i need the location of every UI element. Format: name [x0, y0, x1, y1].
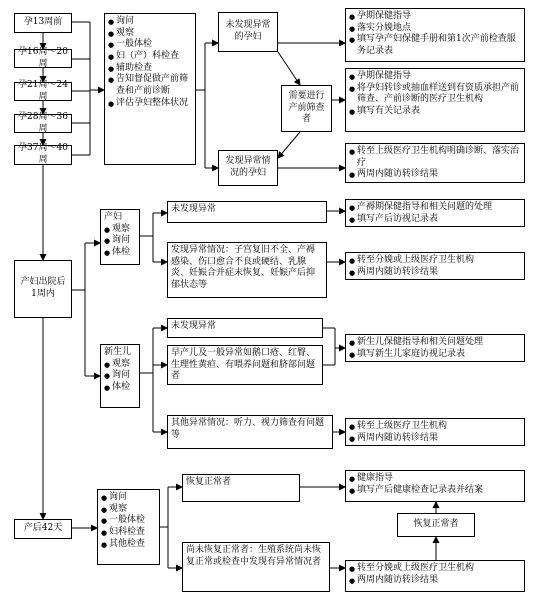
list-item: ● 两周内随访转诊结果 [349, 575, 521, 587]
stage-label: 孕13周前 [23, 17, 63, 28]
no-anomaly-box [218, 12, 278, 52]
stage-box [14, 13, 72, 33]
stage-box [14, 111, 72, 134]
prenatal-services-box [104, 13, 196, 165]
list-item: ● 新生儿保健指导和相关问题处理 [349, 337, 521, 349]
node-label: 其他异常情况：听力、视力筛查有问题等 [171, 418, 325, 440]
mother-abnormal-actions [345, 252, 525, 280]
list-item: ● 填写有关记录表 [349, 106, 521, 118]
list-item: ● 一般体检 [108, 39, 192, 51]
list-item: ● 健康指导 [349, 473, 521, 485]
newborn-normal-box [167, 318, 323, 338]
node-label: 发现异常情况：子宫复旧不全、产褥感染、伤口愈合不良或硬结、乳腺炎、妊娠合并症未恢复、妊娠产后抑郁状态等 [171, 245, 316, 291]
list-item: ● 产褥期保健指导和相关问题的处理 [349, 202, 521, 214]
list-item: ● 填写孕产妇保健手册和第1次产前检查服务记录表 [349, 34, 521, 57]
recovered-box [182, 474, 300, 502]
list-item: ● 体检 [104, 382, 136, 394]
list-item: ● 观察 [104, 359, 136, 371]
node-label: 早产儿及一般异常如鹅口疮、红臀、生理性黄疸、有喂养问题和脐部问题者 [171, 348, 316, 382]
stage-box [14, 79, 72, 102]
list-item: ● 孕期保健指导 [349, 71, 521, 83]
anomaly-actions [345, 143, 525, 183]
list-item: ● 评估孕妇整体状况 [108, 98, 192, 110]
list-item: ● 观察 [101, 504, 156, 516]
list-item: ● 体检 [104, 247, 136, 259]
list-item: ● 两周内随访转诊结果 [349, 433, 521, 445]
node-label: 未发现异常的孕妇 [225, 20, 271, 42]
list-item: ● 观察 [104, 224, 136, 236]
node-label: 尚未恢复正常者：生殖系统尚未恢复正常或检查中发现有异常情况者 [186, 545, 322, 567]
list-item: ● 转至分娩或上级医疗卫生机构 [349, 563, 521, 575]
list-item: ● 落实分娩地点 [349, 23, 521, 35]
mother-abnormal-box [167, 242, 327, 298]
node-label: 发现异常情况的孕妇 [225, 156, 271, 178]
node-label: 恢复正常者 [413, 519, 459, 530]
mother-normal-box [167, 201, 327, 223]
recovered-normal-box [397, 513, 475, 537]
postpartum42-box [14, 519, 72, 539]
stage-label: 孕16周～20周 [18, 46, 68, 69]
list-item: ● 询问 [108, 16, 192, 28]
screening-actions [345, 68, 525, 132]
postpartum-visit-box [14, 260, 72, 318]
newborn-normal-actions [345, 334, 525, 362]
newborn-box [100, 344, 140, 408]
list-item: ● 孕期保健指导 [349, 11, 521, 23]
stage-box [14, 145, 72, 165]
recovered-actions [345, 470, 525, 502]
list-item: ● 转至分娩或上级医疗卫生机构 [349, 255, 521, 267]
mother-title: 产妇 [104, 212, 123, 222]
stage-label: 孕21周～24周 [18, 79, 68, 102]
newborn-common-box [167, 345, 323, 385]
node-label: 未发现异常 [171, 321, 217, 331]
list-item: ● 询问 [104, 235, 136, 247]
node-label: 恢复正常者 [186, 477, 232, 487]
stage-label: 孕37周～40周 [18, 143, 68, 165]
not-recovered-actions [345, 560, 525, 592]
newborn-title: 新生儿 [104, 347, 132, 357]
list-item: ● 告知督促做产前筛查和产前诊断 [108, 74, 192, 97]
list-item: ● 填写产后访视记录表 [349, 214, 521, 226]
newborn-other-actions [345, 418, 525, 446]
list-item: ● 询问 [104, 370, 136, 382]
node-label: 需要进行产前筛查者 [288, 90, 325, 125]
list-item: ● 两周内随访转诊结果 [349, 169, 521, 181]
list-item: ● 填写新生儿家庭访视记录表 [349, 349, 521, 361]
postpartum42-services [97, 489, 160, 565]
need-screening-box [281, 85, 332, 132]
list-item: ● 妇科检查 [101, 527, 156, 539]
list-item: ● 一般体检 [101, 515, 156, 527]
list-item: ● 其他检查 [101, 539, 156, 551]
not-recovered-box [182, 542, 330, 592]
list-item: ● 妇（产）科检查 [108, 51, 192, 63]
stage-label: 孕28周～36周 [18, 111, 68, 134]
newborn-other-box [167, 415, 333, 449]
list-item: ● 填写产后健康检查记录表并结案 [349, 485, 521, 497]
list-item: ● 询问 [101, 492, 156, 504]
no-anomaly-actions [345, 8, 525, 62]
list-item: ● 转至上级医疗卫生机构明确诊断、落实治疗 [349, 146, 521, 169]
list-item: ● 观察 [108, 28, 192, 40]
node-label: 产后42天 [23, 523, 63, 534]
mother-box [100, 209, 140, 265]
mother-normal-actions [345, 199, 525, 227]
node-label: 产妇出院后1周内 [20, 277, 66, 299]
node-label: 未发现异常 [171, 204, 217, 214]
list-item: ● 辅助检查 [108, 63, 192, 75]
list-item: ● 转至上级医疗卫生机构 [349, 421, 521, 433]
stage-box [14, 46, 72, 69]
anomaly-box [218, 150, 278, 186]
list-item: ● 将孕妇转诊或抽血样送到有资质承担产前筛查、产前诊断的医疗卫生机构 [349, 83, 521, 106]
list-item: ● 两周内随访转诊结果 [349, 267, 521, 279]
